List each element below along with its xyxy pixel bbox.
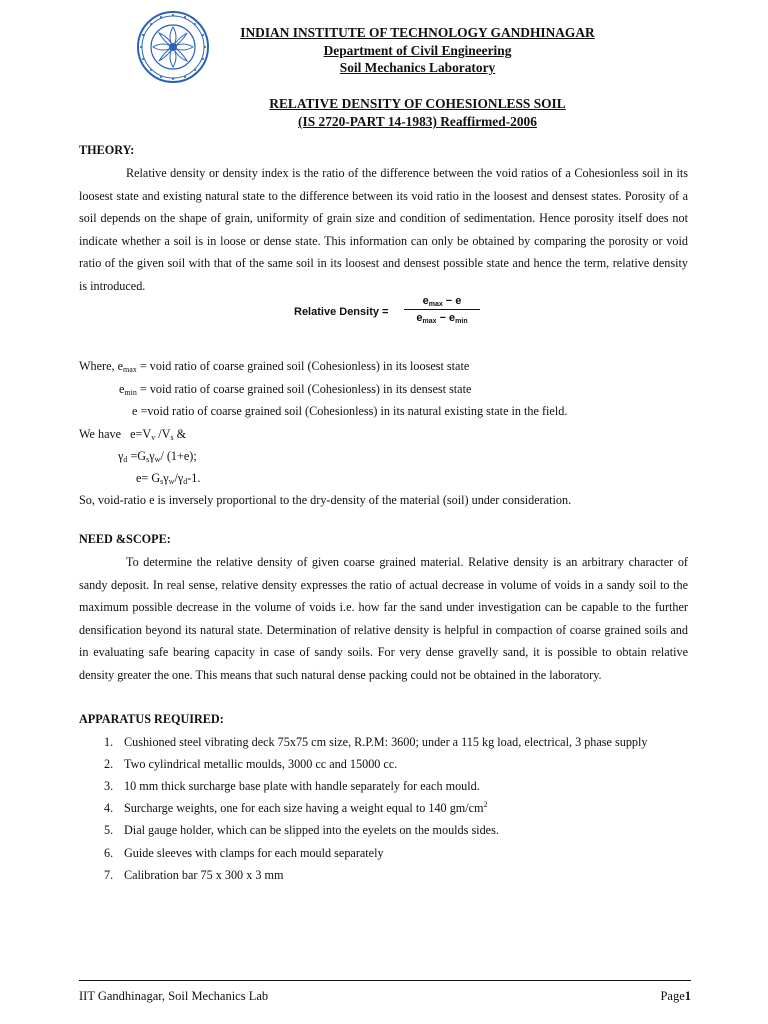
where-emax: Where, $e_{max}$ = void ratio of coarse grained soil (Cohesionless) in its loosest state [79,359,470,374]
scope-heading: NEED &SCOPE: [79,532,171,546]
theory-heading: THEORY: [79,143,135,157]
page-number: Page1 [660,989,691,1003]
list-item: 1. Cushioned steel vibrating deck 75x75 cm size, R.P.M: 3600; under a 115 kg load, electrical, 3 phase supply [104,735,648,749]
fraction-bar [404,309,480,310]
apparatus-heading: APPARATUS REQUIRED: [79,712,224,726]
theory-conclusion: So, void-ratio e is inversely proportional to the dry-density of the material (soil) under consideration. [79,493,572,507]
theory-paragraph: Relative density or density index is the ratio of the difference between the void ratios of a Cohesionless soil in its loosest state and existing natural state to the difference between its void ratio in the loosest and densest states. Porosity of a soil depends on the shape of grain, uniformity of grain size and condition of sedimentation. Hence porosity itself does not indicate whether a soil is in loose or dense state. This information can only be obtained by comparing the porosity or void ratio of the given soil with that of the same soil in its loosest and densest possible state and hence the term, relative density is introduced. [79,166,688,293]
document-standard: (IS 2720-PART 14-1983) Reaffirmed-2006 [298,114,537,129]
list-item: 3. 10 mm thick surcharge base plate with handle separately for each mould. [104,779,480,793]
institute-name: INDIAN INSTITUTE OF TECHNOLOGY GANDHINAGAR [240,25,595,40]
formula-gamma-d: $\gamma_d =G_s\gamma_w/$ (1+e); [118,449,197,464]
list-item: 4. Surcharge weights, one for each size having a weight equal to 140 $gm/cm^2$ [104,800,488,815]
scope-paragraph: To determine the relative density of given coarse grained material. Relative density is an arbitrary character of sandy deposit. In real sense, relative density expresses the ratio of actual decrease in volume of voids in a sandy soil to the maximum possible decrease in the volume of voids i.e. how far the sand under investigation can be capable to the further densification beyond its natural state. Determination of relative density is helpful in compaction of coarse grained soils and in evaluating safe bearing capacity in case of sandy soils. For very dense gravelly sand, it is possible to obtain relative density greater the one. This means that such natural dense packing could not be obtained in the laboratory. [79,555,688,682]
relative-density-fraction [404,295,480,324]
formula-e: We have $e=V_v$ $/V_s$ & [79,427,187,442]
footer-divider [79,980,691,981]
department-name: Department of Civil Engineering [323,43,512,58]
document-title: RELATIVE DENSITY OF COHESIONLESS SOIL [269,96,566,111]
list-item: 5. Dial gauge holder, which can be slipped into the eyelets on the moulds sides. [104,823,499,837]
lab-name: Soil Mechanics Laboratory [339,60,496,75]
list-item: 6. Guide sleeves with clamps for each mould separately [104,846,384,860]
where-emin: $e_{min}$ = void ratio of coarse grained soil (Cohesionless) in its densest state [119,382,472,397]
formula-e-from-gamma: $e= G_s\gamma_w/\gamma_d-1$. [136,471,201,486]
list-item: 2. Two cylindrical metallic moulds, 3000 cc and 15000 cc. [104,757,398,771]
where-e: e =void ratio of coarse grained soil (Cohesionless) in its natural existing state in the field. [132,404,568,418]
footer-lab-name: IIT Gandhinagar, Soil Mechanics Lab [79,989,269,1003]
list-item: 7. Calibration bar 75 x 300 x 3 mm [104,868,284,882]
relative-density-label: Relative Density = [294,306,389,318]
fraction-numerator: $e_{max} - e$ [422,295,462,308]
fraction-denominator: $e_{max} - e_{min}$ [416,312,468,325]
